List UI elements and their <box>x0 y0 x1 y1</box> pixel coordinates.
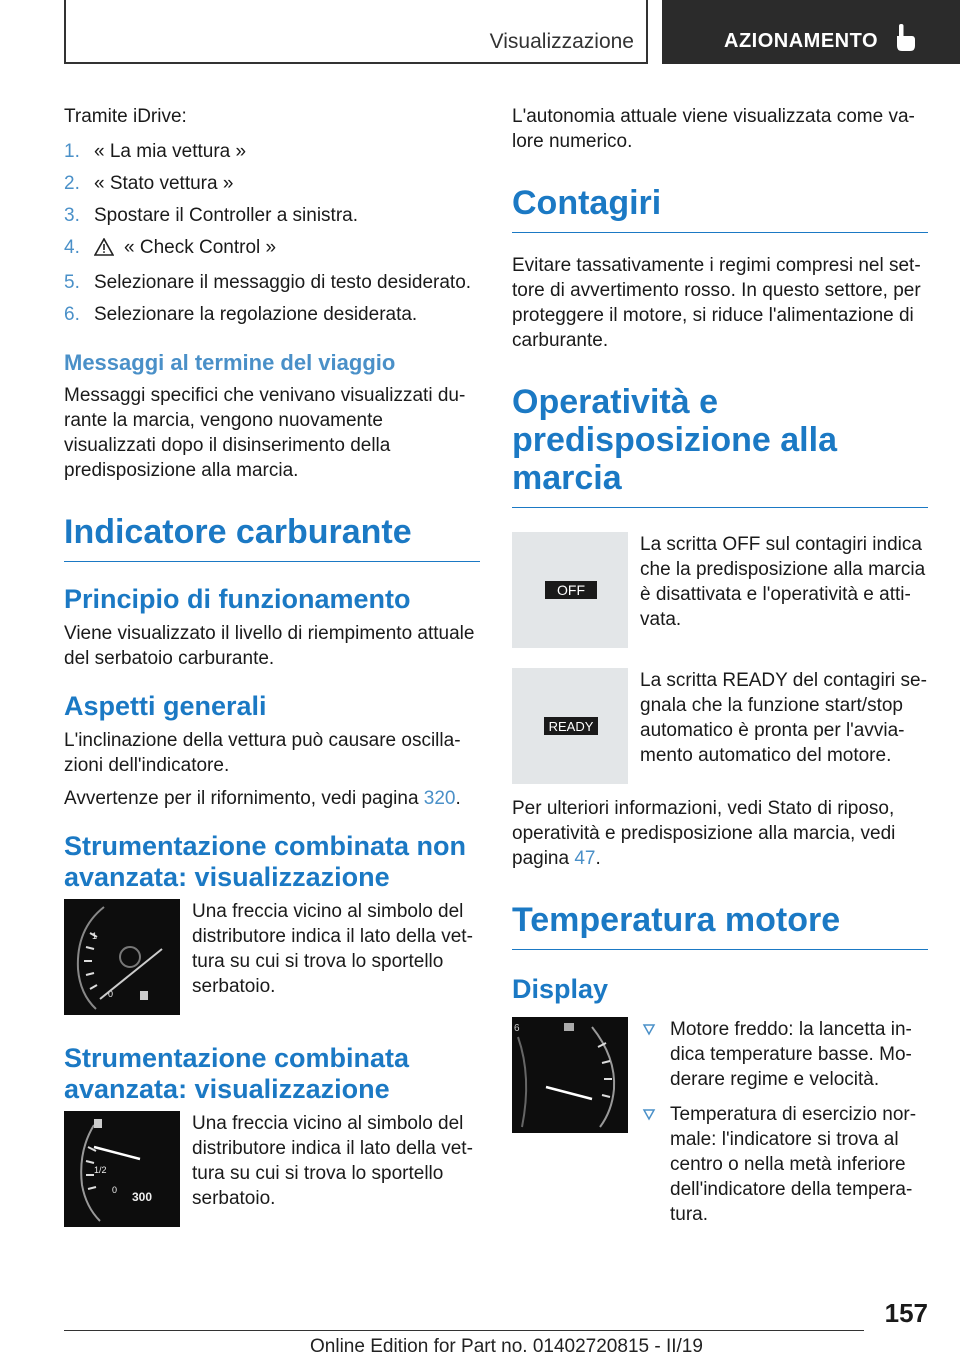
step-number: 4. <box>64 237 80 258</box>
paragraph-aspetti: L'inclinazione della vettura può causare oscillazioni dell'indicatore. <box>64 730 461 776</box>
gauge-tick-label: 1/2 <box>94 1165 107 1175</box>
warning-triangle-icon <box>94 238 114 263</box>
off-row <box>512 532 928 648</box>
ulteriori-text: Per ulteriori informazioni, vedi Stato di riposo, operatività e predisposizione alla marcia, vedi pagina <box>512 798 896 869</box>
fuel-gauge-advanced-image <box>64 1111 180 1227</box>
paragraph-avvertenze: Avvertenze per il rifornimento, vedi pagina 320. <box>64 788 461 809</box>
step-list <box>64 139 480 327</box>
heading-temperatura: Temperatura motore <box>512 901 928 950</box>
heading-non-avanzata: Strumentazione combinata non avanzata: visualizzazione <box>64 831 467 892</box>
paragraph-autonomia: L'autonomia attuale viene visualizzata come valore numerico. <box>512 106 915 152</box>
heading-indicatore-carburante: Indicatore carburante <box>64 513 480 562</box>
pointing-hand-icon <box>894 24 916 57</box>
paragraph-messaggi: Messaggi specifici che venivano visualizzati durante la marcia, vengono nuovamente visualizzati dopo il disinserimento della predisposizione alla marcia. <box>64 385 466 481</box>
step-number: 2. <box>64 173 80 194</box>
gauge-tick-label: 6 <box>514 1023 520 1034</box>
step-text: « Check Control » <box>124 237 277 258</box>
avanzata-row <box>64 1111 480 1227</box>
gauge-speed-label: 300 <box>132 1190 153 1204</box>
left-column <box>64 104 480 1227</box>
triangle-bullet-icon <box>642 1102 656 1131</box>
gauge-tick-label: 0 <box>112 1185 118 1195</box>
off-label: OFF <box>557 582 585 598</box>
heading-messaggi: Messaggi al termine del viaggio <box>64 350 396 375</box>
paragraph-non-avanzata: Una freccia vicino al simbolo del distributore indica il lato della vettura su cui si trova lo sportello serbatoio. <box>192 901 473 997</box>
paragraph-ready: La scritta READY del contagiri segnala che la funzione start/stop automatico è pronta per l'avviamento automatico del motore. <box>640 670 927 766</box>
triangle-bullet-icon <box>642 1017 656 1046</box>
header-left-box <box>64 0 648 64</box>
header-chapter-title: AZIONAMENTO <box>724 30 879 52</box>
off-display-image <box>512 532 628 648</box>
step-number: 5. <box>64 272 80 293</box>
list-item <box>64 139 480 164</box>
list-item <box>64 203 480 228</box>
list-item <box>64 302 480 327</box>
list-item <box>64 270 480 295</box>
gauge-tick-label: 1 <box>92 931 98 941</box>
page-link-320[interactable]: 320 <box>423 788 456 809</box>
bullet-text: Motore freddo: la lancetta indica temperature basse. Moderare regime e velocità. <box>670 1019 912 1090</box>
step-text: Selezionare la regolazione desiderata. <box>94 304 418 325</box>
bullet-text: Temperatura di esercizio normale: l'indicatore si trova al centro o nella metà inferiore dell'indicatore della temperatura. <box>670 1104 917 1225</box>
heading-operativita: Operatività e predisposizione alla marcia <box>512 383 928 508</box>
step-text: Spostare il Controller a sinistra. <box>94 205 358 226</box>
paragraph-contagiri: Evitare tassativamente i regimi compresi nel settore di avvertimento rosso. In questo settore, per proteggere il motore, si riduce l'alimentazione di carburante. <box>512 255 921 351</box>
fuel-gauge-image <box>64 899 180 1015</box>
temperatura-row <box>512 1017 928 1237</box>
step-text: « La mia vettura » <box>94 141 247 162</box>
ready-display-image <box>512 668 628 784</box>
step-number: 6. <box>64 304 80 325</box>
list-item <box>64 235 480 263</box>
paragraph-avanzata: Una freccia vicino al simbolo del distributore indica il lato della vettura su cui si trova lo sportello serbatoio. <box>192 1113 473 1209</box>
header-chapter-tab <box>662 0 960 64</box>
step-number: 1. <box>64 141 80 162</box>
temperature-gauge-image <box>512 1017 628 1133</box>
paragraph-ulteriori: Per ulteriori informazioni, vedi Stato di riposo, operatività e predisposizione alla marcia, vedi pagina 47. <box>512 798 896 869</box>
heading-display: Display <box>512 974 609 1004</box>
heading-contagiri: Contagiri <box>512 184 928 233</box>
heading-aspetti-generali: Aspetti generali <box>64 691 267 721</box>
avvertenze-text: Avvertenze per il rifornimento, vedi pagina <box>64 788 419 809</box>
heading-avanzata: Strumentazione combinata avanzata: visualizzazione <box>64 1043 410 1104</box>
paragraph-off: La scritta OFF sul contagiri indica che la predisposizione alla marcia è disattivata e l'operatività e attivata. <box>640 534 926 630</box>
list-item <box>640 1102 928 1227</box>
page-number: 157 <box>884 1298 928 1328</box>
heading-principio: Principio di funzionamento <box>64 584 411 614</box>
paragraph-principio: Viene visualizzato il livello di riempimento attuale del serbatoio carburante. <box>64 623 475 669</box>
page-link-47[interactable]: 47 <box>574 848 596 869</box>
idrive-intro: Tramite iDrive: <box>64 106 187 127</box>
step-text: « Stato vettura » <box>94 173 234 194</box>
gauge-tick-label: 0 <box>108 989 114 999</box>
list-item <box>64 171 480 196</box>
footer-divider <box>64 1330 864 1331</box>
right-column <box>512 104 928 1237</box>
non-avanzata-row <box>64 899 480 1015</box>
header-section-title: Visualizzazione <box>489 30 634 53</box>
footer-edition-text: Online Edition for Part no. 01402720815 - II/19 <box>310 1336 703 1357</box>
ready-row <box>512 668 928 784</box>
step-number: 3. <box>64 205 80 226</box>
step-text: Selezionare il messaggio di testo desiderato. <box>94 272 472 293</box>
ready-label: READY <box>548 719 594 734</box>
list-item <box>640 1017 928 1092</box>
temperature-bullet-list <box>640 1017 928 1227</box>
